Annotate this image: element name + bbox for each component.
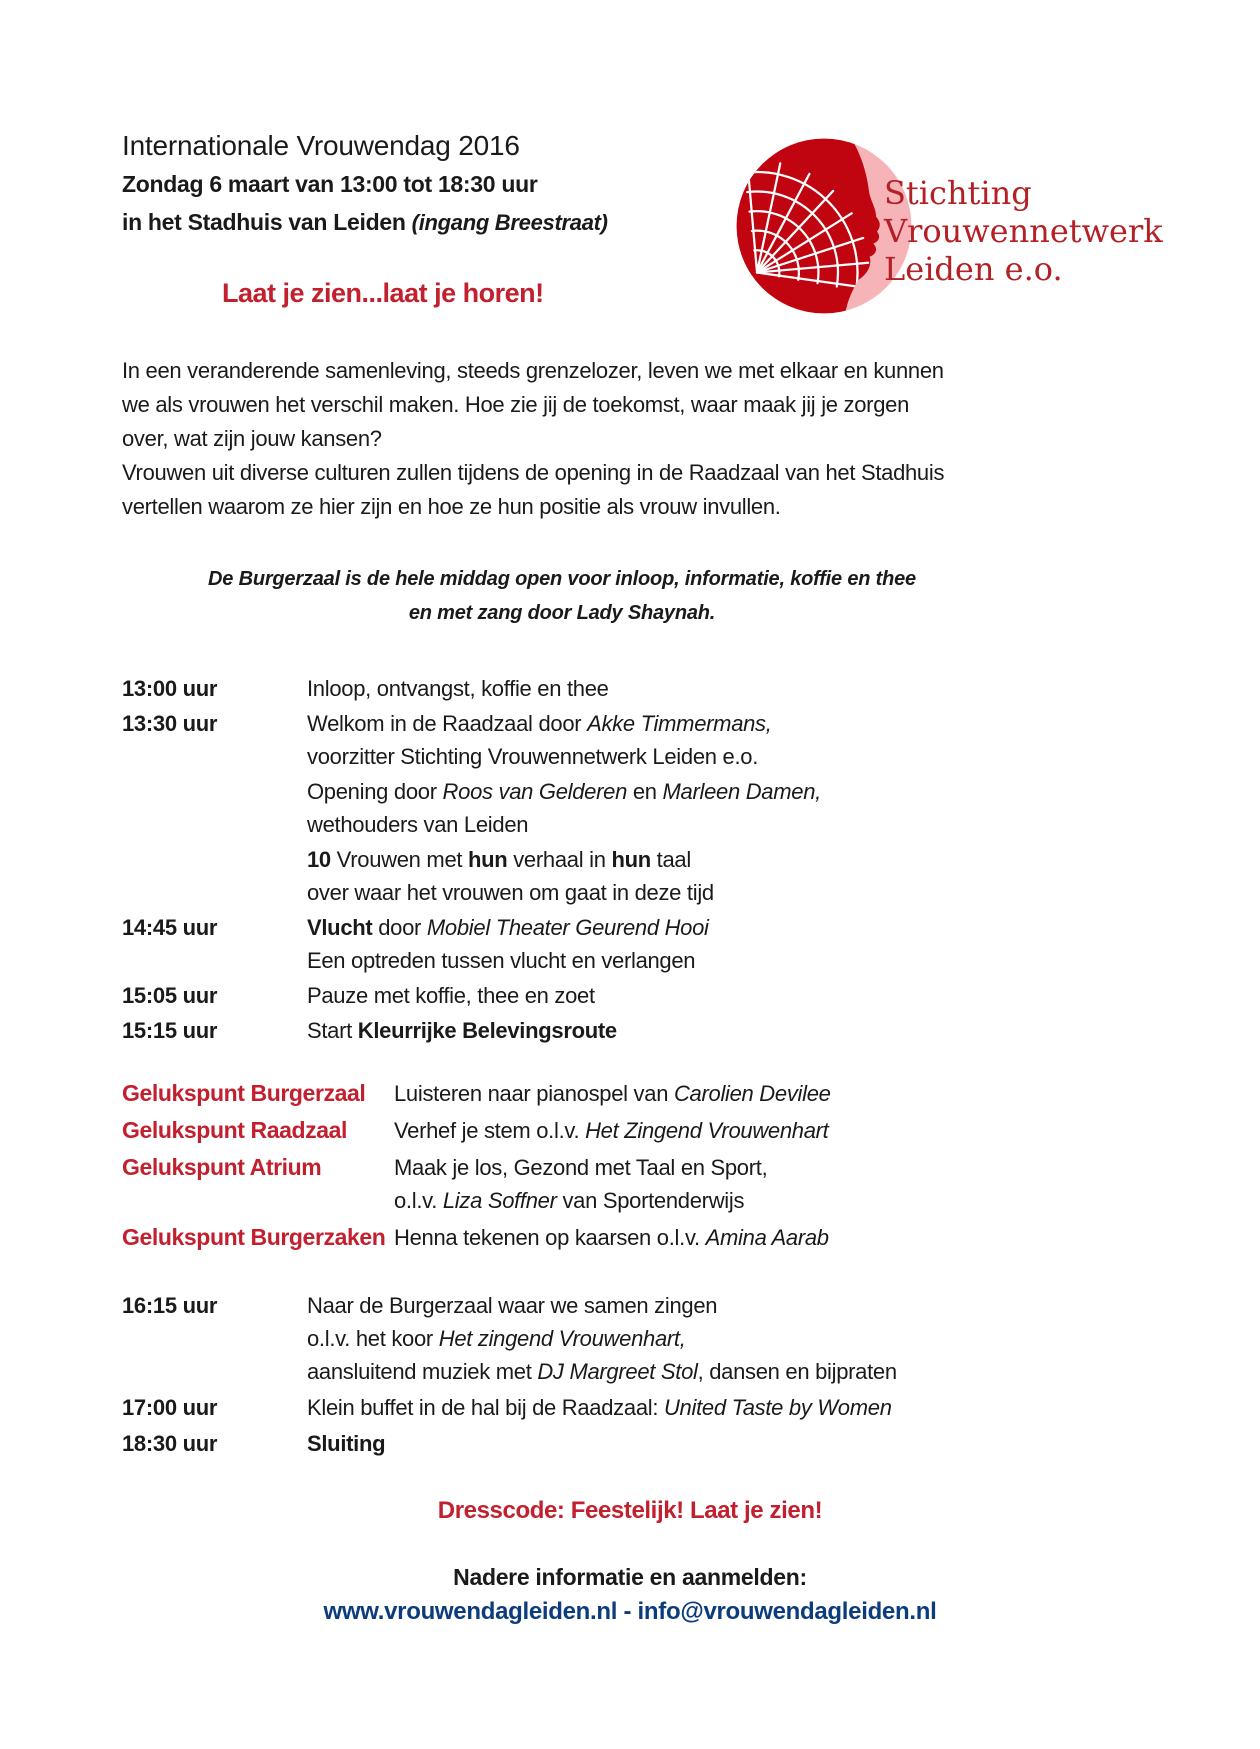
intro-line: vertellen waarom ze hier zijn en hoe ze hun positie als vrouw invullen.: [122, 494, 781, 519]
text-segment: en: [627, 779, 663, 804]
text-segment: Maak je los, Gezond met Taal en Sport,: [394, 1155, 768, 1180]
activity-description: [307, 707, 1182, 773]
text-segment: , dansen en bijpraten: [697, 1359, 897, 1384]
activity-description: [394, 1114, 1182, 1147]
schedule-afternoon: [122, 672, 1182, 1049]
text-segment: Start: [307, 1018, 358, 1043]
schedule2-row: [122, 1289, 1182, 1388]
schedule1-row: [122, 707, 1182, 773]
schedule1-row: [122, 979, 1182, 1012]
text-segment: Carolien Devilee: [673, 1081, 831, 1106]
gelukspunt-location-label: Gelukspunt Burgerzaal: [122, 1080, 366, 1106]
location-text: in het Stadhuis van Leiden: [122, 209, 412, 235]
description-line: [394, 1077, 1182, 1110]
event-datetime: Zondag 6 maart van 13:00 tot 18:30 uur: [122, 171, 538, 197]
org-name: [884, 174, 1163, 288]
description-line: [307, 1322, 1182, 1355]
intro-line: Vrouwen uit diverse culturen zullen tijdens de opening in de Raadzaal van het Stadhuis: [122, 460, 945, 485]
text-segment: van Sportenderwijs: [556, 1188, 745, 1213]
description-line: [307, 1014, 1182, 1047]
text-segment: Opening door: [307, 779, 443, 804]
description-line: [307, 1289, 1182, 1322]
text-segment: taal: [650, 847, 691, 872]
gelukspunt-list: [122, 1077, 1182, 1258]
text-segment: door: [372, 915, 427, 940]
text-segment: wethouders van Leiden: [307, 812, 529, 837]
text-segment: Akke Timmermans,: [587, 711, 772, 736]
info-label: Nadere informatie en aanmelden:: [453, 1564, 807, 1590]
intro-line: we als vrouwen het verschil maken. Hoe zie jij de toekomst, waar maak jij je zorgen: [122, 392, 910, 417]
text-segment: Het zingend Vrouwenhart,: [438, 1326, 686, 1351]
text-segment: United Taste by Women: [663, 1395, 892, 1420]
intro-paragraph: [122, 354, 944, 524]
description-line: [307, 876, 1182, 909]
intro-line: In een veranderende samenleving, steeds grenzelozer, leven we met elkaar en kunnen: [122, 358, 944, 383]
contact-links[interactable]: www.vrouwendagleiden.nl - info@vrouwendagleiden.nl: [323, 1598, 937, 1625]
description-line: [307, 1427, 1182, 1460]
schedule1-row: [122, 911, 1182, 977]
dresscode-line: Dresscode: Feestelijk! Laat je zien!: [437, 1497, 823, 1524]
description-line: [307, 672, 1182, 705]
schedule1-row: [122, 672, 1182, 705]
burgerzaal-note-line: De Burgerzaal is de hele middag open voor inloop, informatie, koffie en thee: [208, 568, 916, 590]
schedule-evening: [122, 1289, 1182, 1463]
activity-description: [307, 672, 1182, 705]
description-line: [307, 1391, 1182, 1424]
text-segment: Marleen Damen,: [662, 779, 821, 804]
description-line: [307, 1355, 1182, 1388]
text-segment: Pauze met koffie, thee en zoet: [307, 983, 595, 1008]
schedule1-row: [122, 1014, 1182, 1047]
text-segment: verhaal in: [507, 847, 612, 872]
activity-description: [307, 911, 1182, 977]
text-segment: Amina Aarab: [705, 1225, 829, 1250]
gelukspunt-row: [122, 1114, 1182, 1147]
text-segment: Mobiel Theater Geurend Hooi: [426, 915, 709, 940]
description-line: [394, 1114, 1182, 1147]
time-label: 15:15 uur: [122, 1018, 218, 1043]
time-label: 16:15 uur: [122, 1293, 218, 1318]
text-segment: Klein buffet in de hal bij de Raadzaal:: [307, 1395, 664, 1420]
text-segment: Het Zingend Vrouwenhart: [585, 1118, 829, 1143]
text-segment: o.l.v. het koor: [307, 1326, 439, 1351]
location-entrance-note: (ingang Breestraat): [411, 210, 608, 235]
activity-description: [307, 1427, 1182, 1460]
text-segment: 10: [307, 847, 331, 872]
activity-description: [394, 1221, 1182, 1254]
text-segment: DJ Margreet Stol: [537, 1359, 698, 1384]
text-segment: over waar het vrouwen om gaat in deze tijd: [307, 880, 714, 905]
text-segment: Naar de Burgerzaal waar we samen zingen: [307, 1293, 718, 1318]
description-line: [307, 843, 1182, 876]
description-line: [307, 808, 1182, 841]
text-segment: Henna tekenen op kaarsen o.l.v.: [394, 1225, 706, 1250]
text-segment: voorzitter Stichting Vrouwennetwerk Leiden e.o.: [307, 744, 759, 769]
activity-description: [307, 1014, 1182, 1047]
event-title: Internationale Vrouwendag 2016: [122, 130, 520, 161]
event-location: [122, 209, 608, 236]
gelukspunt-location-label: Gelukspunt Raadzaal: [122, 1117, 348, 1143]
schedule2-row: [122, 1427, 1182, 1460]
text-segment: Welkom in de Raadzaal door: [307, 711, 588, 736]
activity-description: [307, 1289, 1182, 1388]
burgerzaal-note: [122, 562, 1002, 630]
gelukspunt-location-label: Gelukspunt Burgerzaken: [122, 1224, 386, 1250]
description-line: [394, 1184, 1182, 1217]
description-line: [307, 911, 1182, 944]
activity-description: [394, 1077, 1182, 1110]
activity-description: [307, 775, 1182, 841]
description-line: [307, 707, 1182, 740]
activity-description: [307, 843, 1182, 909]
text-segment: Verhef je stem o.l.v.: [394, 1118, 586, 1143]
org-name-line: Stichting: [884, 174, 1032, 212]
description-line: [394, 1221, 1182, 1254]
time-label: 14:45 uur: [122, 915, 218, 940]
text-segment: aansluitend muziek met: [307, 1359, 538, 1384]
tagline: Laat je zien...laat je horen!: [222, 278, 544, 308]
text-segment: Luisteren naar pianospel van: [394, 1081, 674, 1106]
text-segment: hun: [468, 847, 508, 872]
description-line: [307, 740, 1182, 773]
description-line: [307, 944, 1182, 977]
text-segment: hun: [611, 847, 651, 872]
schedule1-row: [122, 775, 1182, 841]
text-segment: Vlucht: [307, 915, 373, 940]
time-label: 18:30 uur: [122, 1431, 218, 1456]
text-segment: Een optreden tussen vlucht en verlangen: [307, 948, 696, 973]
description-line: [307, 979, 1182, 1012]
text-segment: o.l.v.: [394, 1188, 443, 1213]
description-line: [394, 1151, 1182, 1184]
time-label: 13:00 uur: [122, 676, 218, 701]
gelukspunt-row: [122, 1151, 1182, 1217]
schedule1-row: [122, 843, 1182, 909]
activity-description: [394, 1151, 1182, 1217]
gelukspunt-location-label: Gelukspunt Atrium: [122, 1154, 322, 1180]
gelukspunt-row: [122, 1077, 1182, 1110]
time-label: 13:30 uur: [122, 711, 218, 736]
text-segment: Liza Soffner: [442, 1188, 557, 1213]
gelukspunt-row: [122, 1221, 1182, 1254]
activity-description: [307, 979, 1182, 1012]
org-name-line: Leiden e.o.: [884, 250, 1063, 288]
activity-description: [307, 1391, 1182, 1424]
text-segment: Inloop, ontvangst, koffie en thee: [307, 676, 609, 701]
text-segment: Sluiting: [307, 1431, 386, 1456]
schedule2-row: [122, 1391, 1182, 1424]
org-name-line: Vrouwennetwerk: [884, 212, 1163, 250]
time-label: 15:05 uur: [122, 983, 218, 1008]
burgerzaal-note-line: en met zang door Lady Shaynah.: [408, 602, 716, 624]
text-segment: Roos van Gelderen: [442, 779, 628, 804]
intro-line: over, wat zijn jouw kansen?: [122, 426, 382, 451]
time-label: 17:00 uur: [122, 1395, 218, 1420]
text-segment: Vrouwen met: [330, 847, 468, 872]
description-line: [307, 775, 1182, 808]
text-segment: Kleurrijke Belevingsroute: [357, 1018, 617, 1043]
